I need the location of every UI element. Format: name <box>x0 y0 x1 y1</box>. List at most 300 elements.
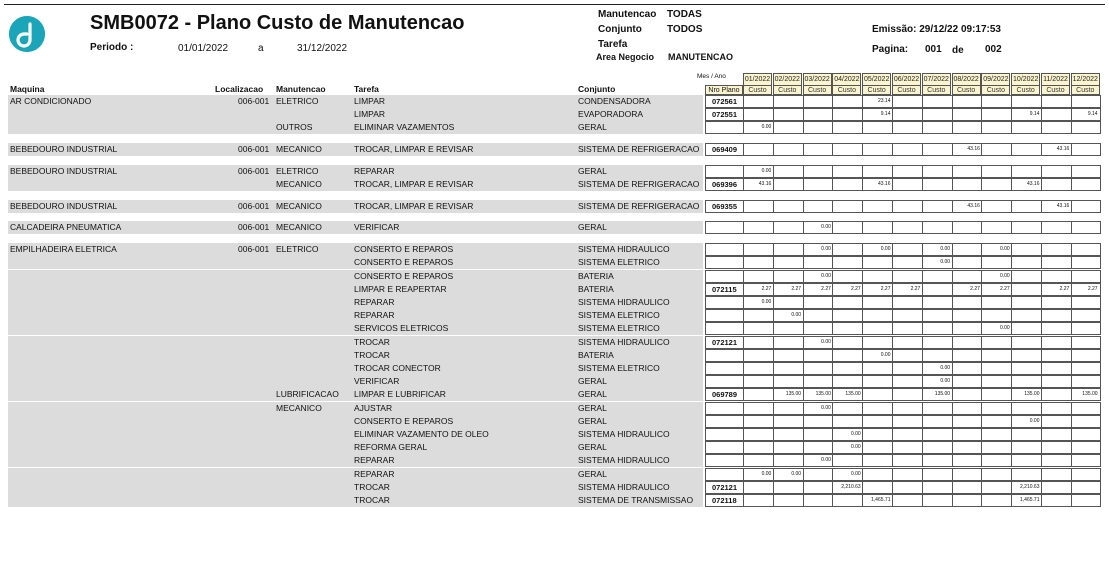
cost-cell <box>952 428 982 441</box>
col-localizacao-header: Localizacao <box>215 84 264 94</box>
cost-value: 43.16 <box>1026 181 1040 187</box>
cost-value: 2.27 <box>850 285 861 292</box>
cost-cell <box>773 221 803 234</box>
cost-cell <box>981 121 1011 134</box>
custo-label: Custo <box>922 85 951 95</box>
cost-cell <box>862 468 892 481</box>
custo-label: Custo <box>773 85 802 95</box>
tarefa-cell: TROCAR, LIMPAR E REVISAR <box>354 179 474 189</box>
cost-value: 0.00 <box>940 364 951 371</box>
cost-cell <box>743 95 773 108</box>
cost-value: 2.27 <box>970 285 980 292</box>
cost-value: 0.00 <box>821 272 831 279</box>
cost-cell <box>862 454 892 467</box>
cost-cell <box>1041 270 1071 283</box>
cost-cell <box>862 362 892 375</box>
cost-cell <box>743 415 773 428</box>
cost-cell <box>1011 388 1041 401</box>
month-header <box>803 73 832 95</box>
cost-cell <box>1071 454 1101 467</box>
cost-cell <box>832 143 862 156</box>
cost-cell <box>981 221 1011 234</box>
nro-plano-cell <box>705 322 743 335</box>
cost-cell <box>1071 309 1101 322</box>
month-header <box>1071 73 1100 95</box>
tarefa-cell: REPARAR <box>354 165 395 176</box>
cost-cell <box>1011 200 1041 213</box>
cost-cell <box>803 322 833 335</box>
cost-cell <box>832 121 862 134</box>
cost-grid <box>705 270 1101 283</box>
cost-cell <box>952 441 982 454</box>
table-row <box>0 375 1109 388</box>
conjunto-cell: SISTEMA HIDRAULICO <box>578 455 670 466</box>
cost-value: 0.00 <box>880 246 891 253</box>
conjunto-cell: GERAL <box>578 165 607 176</box>
conjunto-cell: SISTEMA HIDRAULICO <box>578 428 670 439</box>
cost-cell <box>803 415 833 428</box>
cost-cell <box>773 270 803 283</box>
cost-cell <box>832 441 862 454</box>
nro-plano-cell <box>705 296 743 309</box>
cost-cell <box>922 200 952 213</box>
maquina-cell: EMPILHADEIRA ELETRICA <box>10 244 117 255</box>
tarefa-cell: REPARAR <box>354 310 395 321</box>
month-label: 08/2022 <box>952 73 981 85</box>
cost-cell <box>862 336 892 349</box>
tarefa-cell: TROCAR, LIMPAR E REVISAR <box>354 144 474 155</box>
cost-cell <box>773 121 803 134</box>
cost-grid <box>705 95 1101 108</box>
cost-cell <box>743 336 773 349</box>
cost-cell <box>1041 388 1071 401</box>
pagina-label: Pagina: <box>872 44 909 55</box>
nro-plano-cell <box>705 415 743 428</box>
conjunto-label: Conjunto <box>598 24 642 35</box>
cost-value: 135.00 <box>934 391 951 398</box>
manutencao-cell: MECANICO <box>276 144 322 155</box>
col-maquina-header: Maquina <box>10 84 45 94</box>
cost-cell <box>892 296 922 309</box>
cost-cell <box>1011 494 1041 507</box>
conjunto-cell: GERAL <box>578 415 607 426</box>
cost-cell <box>1071 243 1101 256</box>
cost-cell <box>922 402 952 415</box>
manutencao-cell: OUTROS <box>276 122 313 133</box>
table-row <box>0 322 1109 335</box>
nro-plano-cell <box>705 165 743 178</box>
cost-cell <box>1041 454 1071 467</box>
maquina-cell: CALCADEIRA PNEUMATICA <box>10 222 122 233</box>
cost-cell <box>922 494 952 507</box>
conjunto-cell: GERAL <box>578 376 607 387</box>
maquina-cell: BEBEDOURO INDUSTRIAL <box>10 200 118 211</box>
cost-grid <box>705 336 1101 349</box>
nro-plano-value: 072118 <box>712 495 737 505</box>
cost-cell <box>892 309 922 322</box>
cost-cell <box>1041 349 1071 362</box>
cost-cell <box>1071 415 1101 428</box>
table-row <box>0 362 1109 375</box>
table-row <box>0 283 1109 296</box>
nro-plano-cell <box>705 178 743 191</box>
month-label: 03/2022 <box>803 73 832 85</box>
cost-cell <box>1011 309 1041 322</box>
tarefa-cell: SERVICOS ELETRICOS <box>354 323 449 334</box>
cost-cell <box>981 349 1011 362</box>
cost-cell <box>981 143 1011 156</box>
cost-cell <box>981 309 1011 322</box>
cost-cell <box>922 221 952 234</box>
cost-cell <box>1011 468 1041 481</box>
cost-value: 2,210.63 <box>1020 483 1040 490</box>
cost-cell <box>862 165 892 178</box>
cost-cell <box>743 388 773 401</box>
cost-cell <box>803 95 833 108</box>
table-row <box>0 221 1109 234</box>
conjunto-cell: GERAL <box>578 222 607 233</box>
cost-cell <box>832 296 862 309</box>
table-row <box>0 402 1109 415</box>
nro-plano-cell <box>705 494 743 507</box>
cost-cell <box>922 270 952 283</box>
conjunto-cell: GERAL <box>578 442 607 453</box>
cost-cell <box>862 95 892 108</box>
cost-cell <box>981 481 1011 494</box>
nro-plano-cell <box>705 468 743 481</box>
cost-cell <box>1011 349 1041 362</box>
cost-cell <box>862 322 892 335</box>
cost-cell <box>1011 178 1041 191</box>
cost-value: 0.00 <box>821 338 831 345</box>
conjunto-cell: GERAL <box>578 402 607 413</box>
cost-cell <box>1011 336 1041 349</box>
cost-cell <box>743 221 773 234</box>
cost-value: 0.00 <box>821 224 831 231</box>
cost-grid <box>705 283 1101 296</box>
cost-cell <box>803 388 833 401</box>
cost-grid <box>705 108 1101 121</box>
cost-cell <box>832 468 862 481</box>
month-header <box>1011 73 1040 95</box>
cost-cell <box>773 402 803 415</box>
cost-cell <box>1071 108 1101 121</box>
conjunto-value: TODOS <box>667 24 703 35</box>
cost-cell <box>1041 221 1071 234</box>
cost-cell <box>952 143 982 156</box>
localizacao-cell: 006-001 <box>238 222 270 233</box>
cost-grid <box>705 165 1101 178</box>
table-row <box>0 388 1109 401</box>
cost-cell <box>773 256 803 269</box>
conjunto-cell: SISTEMA DE TRANSMISSAO <box>578 494 694 505</box>
cost-cell <box>952 402 982 415</box>
cost-cell <box>743 165 773 178</box>
month-label: 04/2022 <box>832 73 861 85</box>
month-label: 07/2022 <box>922 73 951 85</box>
cost-cell <box>1041 178 1071 191</box>
cost-cell <box>832 375 862 388</box>
cost-cell <box>981 441 1011 454</box>
cost-cell <box>952 178 982 191</box>
cost-cell <box>892 362 922 375</box>
custo-label: Custo <box>1011 85 1040 95</box>
cost-cell <box>832 256 862 269</box>
cost-cell <box>803 481 833 494</box>
cost-cell <box>862 388 892 401</box>
custo-label: Custo <box>832 85 861 95</box>
cost-value: 1,465.71 <box>871 496 891 503</box>
cost-cell <box>922 243 952 256</box>
month-header <box>892 73 921 95</box>
table-row <box>0 121 1109 134</box>
cost-cell <box>952 165 982 178</box>
mes-ano-label: Mes / Ano <box>697 73 726 80</box>
cost-value: 2.27 <box>910 285 921 292</box>
cost-cell <box>832 178 862 191</box>
cost-value: 0.00 <box>761 470 772 477</box>
conjunto-cell: EVAPORADORA <box>578 109 644 120</box>
cost-cell <box>952 243 982 256</box>
pagina-number: 001 <box>925 44 942 55</box>
cost-value: 2.27 <box>761 285 772 292</box>
cost-cell <box>892 178 922 191</box>
cost-cell <box>862 143 892 156</box>
cost-cell <box>803 349 833 362</box>
manutencao-cell: ELETRICO <box>276 165 319 176</box>
cost-grid <box>705 178 1101 191</box>
cost-cell <box>743 296 773 309</box>
cost-cell <box>743 243 773 256</box>
cost-cell <box>892 95 922 108</box>
tarefa-cell: ELIMINAR VAZAMENTOS <box>354 122 455 133</box>
cost-cell <box>862 481 892 494</box>
cost-cell <box>922 441 952 454</box>
cost-cell <box>832 428 862 441</box>
month-header <box>922 73 951 95</box>
tarefa-cell: VERIFICAR <box>354 376 400 387</box>
conjunto-cell: SISTEMA HIDRAULICO <box>578 336 670 347</box>
cost-grid <box>705 494 1101 507</box>
cost-cell <box>922 178 952 191</box>
cost-cell <box>1071 270 1101 283</box>
nro-plano-value: 069396 <box>712 180 738 189</box>
cost-cell <box>981 362 1011 375</box>
tarefa-cell: REPARAR <box>354 455 395 466</box>
cost-cell <box>981 283 1011 296</box>
cost-cell <box>832 349 862 362</box>
cost-cell <box>773 494 803 507</box>
cost-cell <box>773 165 803 178</box>
cost-cell <box>743 349 773 362</box>
cost-cell <box>1041 402 1071 415</box>
cost-cell <box>862 283 892 296</box>
cost-grid <box>705 415 1101 428</box>
cost-cell <box>743 121 773 134</box>
cost-cell <box>773 283 803 296</box>
cost-cell <box>1041 375 1071 388</box>
cost-cell <box>1071 375 1101 388</box>
tarefa-cell: TROCAR <box>354 494 390 505</box>
cost-cell <box>892 336 922 349</box>
month-label: 12/2022 <box>1071 73 1100 85</box>
tarefa-cell: LIMPAR E REAPERTAR <box>354 283 447 294</box>
cost-cell <box>952 309 982 322</box>
cost-value: 2.27 <box>999 285 1010 292</box>
conjunto-cell: SISTEMA DE REFRIGERACAO <box>578 200 700 211</box>
nro-plano-value: 069409 <box>712 145 738 155</box>
cost-cell <box>773 322 803 335</box>
cost-cell <box>922 336 952 349</box>
cost-cell <box>743 494 773 507</box>
nro-plano-cell <box>705 388 743 401</box>
cost-cell <box>981 256 1011 269</box>
cost-cell <box>981 200 1011 213</box>
cost-cell <box>832 200 862 213</box>
cost-grid <box>705 375 1101 388</box>
month-label: 10/2022 <box>1011 73 1040 85</box>
cost-cell <box>981 388 1011 401</box>
cost-grid <box>705 428 1101 441</box>
cost-grid <box>705 309 1101 322</box>
cost-cell <box>1041 296 1071 309</box>
company-logo-icon <box>9 16 45 52</box>
cost-cell <box>1071 283 1101 296</box>
cost-value: 0.00 <box>880 351 891 358</box>
date-to: 31/12/2022 <box>297 43 348 54</box>
custo-label: Custo <box>862 85 891 95</box>
manutencao-cell: ELETRICO <box>276 244 319 255</box>
cost-cell <box>981 454 1011 467</box>
tarefa-cell: CONSERTO E REPAROS <box>354 257 454 268</box>
conjunto-cell: BATERIA <box>578 283 614 294</box>
cost-cell <box>1011 221 1041 234</box>
cost-grid <box>705 349 1101 362</box>
cost-cell <box>892 200 922 213</box>
cost-cell <box>952 200 982 213</box>
cost-value: 0.00 <box>761 298 772 305</box>
cost-cell <box>803 336 833 349</box>
cost-value: 135.00 <box>785 391 802 398</box>
cost-cell <box>803 200 833 213</box>
cost-cell <box>952 468 982 481</box>
cost-cell <box>952 362 982 375</box>
month-header <box>952 73 981 95</box>
cost-cell <box>1071 481 1101 494</box>
cost-value: 135.00 <box>815 391 831 398</box>
cost-cell <box>773 454 803 467</box>
cost-cell <box>952 283 982 296</box>
table-row <box>0 415 1109 428</box>
cost-cell <box>952 322 982 335</box>
cost-cell <box>892 270 922 283</box>
tarefa-cell: TROCAR <box>354 349 390 360</box>
cost-cell <box>981 415 1011 428</box>
emissao-text: Emissão: 29/12/22 09:17:53 <box>872 24 1001 35</box>
cost-cell <box>922 283 952 296</box>
table-row <box>0 481 1109 494</box>
cost-cell <box>981 296 1011 309</box>
cost-value: 0.00 <box>1029 417 1040 424</box>
cost-cell <box>743 454 773 467</box>
tarefa-cell: VERIFICAR <box>354 222 400 233</box>
conjunto-cell: BATERIA <box>578 270 614 281</box>
cost-value: 43.16 <box>758 181 772 187</box>
cost-cell <box>1041 200 1071 213</box>
cost-value: 43.16 <box>877 181 891 187</box>
cost-cell <box>922 121 952 134</box>
periodo-label: Periodo : <box>90 42 134 53</box>
nro-plano-cell <box>705 402 743 415</box>
cost-cell <box>862 375 892 388</box>
cost-cell <box>892 388 922 401</box>
nro-plano-cell <box>705 336 743 349</box>
cost-cell <box>1011 402 1041 415</box>
cost-cell <box>1071 200 1101 213</box>
conjunto-cell: GERAL <box>578 122 607 133</box>
cost-cell <box>922 296 952 309</box>
cost-cell <box>743 309 773 322</box>
nro-plano-cell <box>705 441 743 454</box>
date-from: 01/01/2022 <box>178 43 229 54</box>
cost-value: 43.16 <box>1056 146 1070 153</box>
cost-cell <box>773 95 803 108</box>
conjunto-cell: SISTEMA ELETRICO <box>578 257 660 268</box>
cost-cell <box>832 309 862 322</box>
cost-value: 9.14 <box>1029 111 1040 118</box>
nro-plano-value: 072121 <box>712 337 738 347</box>
tarefa-cell: LIMPAR <box>354 109 386 120</box>
cost-cell <box>832 165 862 178</box>
table-row <box>0 441 1109 454</box>
cost-cell <box>1071 468 1101 481</box>
cost-cell <box>1041 143 1071 156</box>
table-row <box>0 143 1109 156</box>
cost-value: 1,465.71 <box>1020 496 1040 503</box>
custo-label: Custo <box>743 85 772 95</box>
nro-plano-value: 069789 <box>712 390 738 400</box>
custo-label: Custo <box>1071 85 1100 95</box>
cost-cell <box>803 454 833 467</box>
table-row <box>0 336 1109 349</box>
cost-value: 2.27 <box>791 285 802 292</box>
cost-cell <box>952 349 982 362</box>
cost-cell <box>892 454 922 467</box>
cost-cell <box>952 121 982 134</box>
table-row <box>0 243 1109 256</box>
cost-cell <box>892 165 922 178</box>
cost-cell <box>1041 121 1071 134</box>
cost-grid <box>705 468 1101 481</box>
cost-cell <box>892 375 922 388</box>
cost-cell <box>892 283 922 296</box>
cost-cell <box>803 428 833 441</box>
cost-cell <box>892 428 922 441</box>
cost-cell <box>1041 415 1071 428</box>
tarefa-cell: CONSERTO E REPAROS <box>354 244 454 255</box>
cost-cell <box>862 221 892 234</box>
conjunto-cell: GERAL <box>578 468 607 479</box>
tarefa-cell: REPARAR <box>354 468 395 479</box>
cost-cell <box>743 362 773 375</box>
cost-cell <box>862 428 892 441</box>
cost-cell <box>952 494 982 507</box>
cost-cell <box>1071 256 1101 269</box>
cost-cell <box>981 270 1011 283</box>
cost-cell <box>1011 165 1041 178</box>
cost-value: 0.00 <box>850 444 861 451</box>
cost-cell <box>1011 243 1041 256</box>
